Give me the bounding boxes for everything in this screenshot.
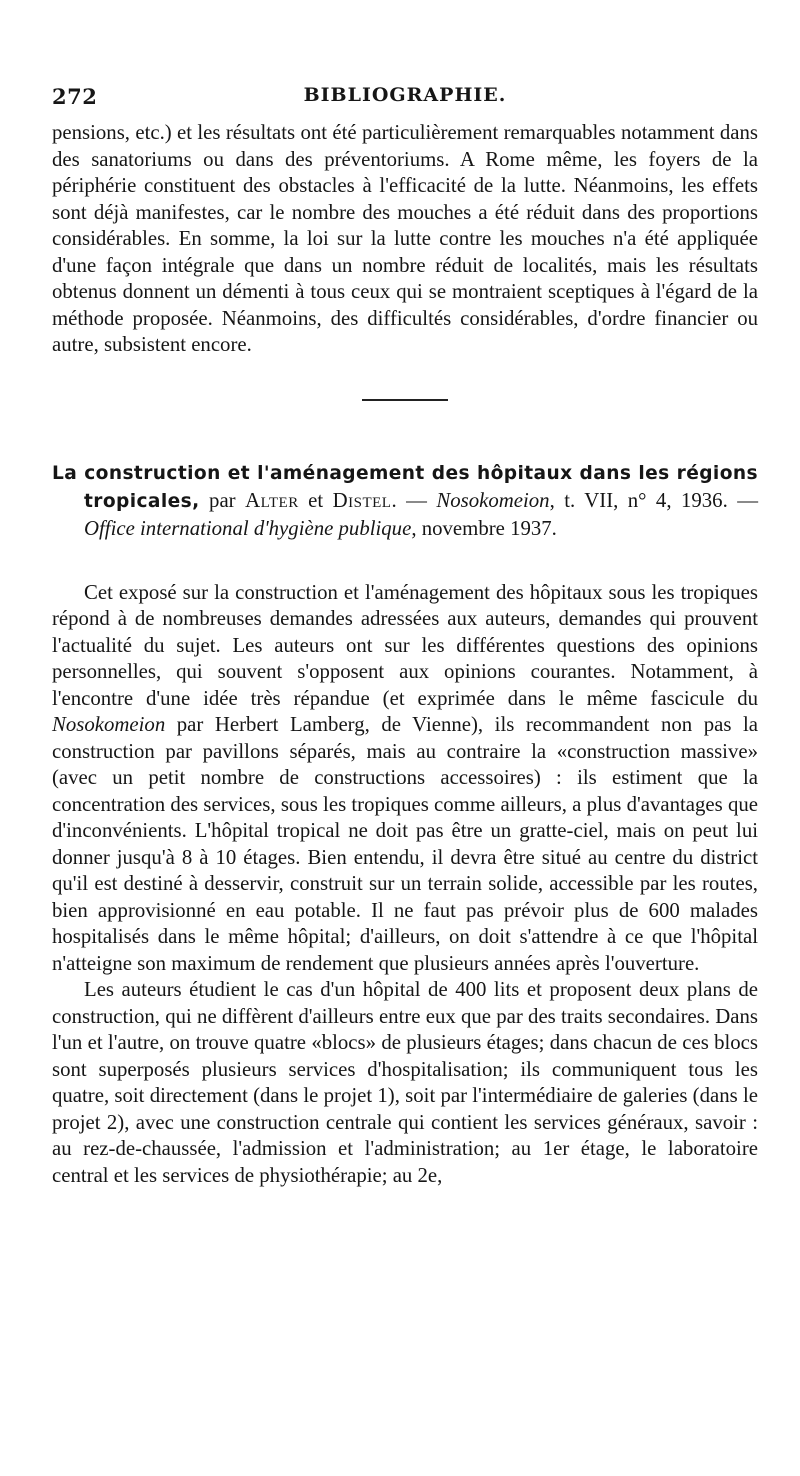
intro-paragraph: pensions, etc.) et les résultats ont été particulièrement remarquables notamment dans des sanatoriums ou dans des préventoriums. A Rome même, les foyers de la périphérie constituent des obstacles à l'efficacité de la lutte. Néanmoins, les effets sont déjà manifestes, car le nombre des mouches a été réduit dans des proportions considérables. En somme, la loi sur la lutte contre les mouches n'a été appliquée d'une façon intégrale que dans un nombre réduit de localités, mais les résultats obtenus donnent un démenti à tous ceux qui se montraient sceptiques à l'égard de la méthode proposée. Néanmoins, des difficultés considérables, d'ordre financier ou autre, subsistent encore. [52,121,758,356]
page-number: 272 [52,84,98,109]
page [52,0,758,1189]
entry-source: Office international d'hygiène publique [84,516,412,540]
entry-title: La construction et l'aménagement des hôpitaux dans les régions tropicales, [52,462,758,512]
body-paragraph-2: Les auteurs étudient le cas d'un hôpital de 400 lits et proposent deux plans de construction, qui ne diffèrent d'ailleurs entre eux que par des traits secondaires. Dans l'un et l'autre, on trouve quatre «blocs» de plusieurs étages; dans chacun de ces blocs sont superposés plusieurs services d'hospitalisation; ils communiquent tous les quatre, soit directement (dans le projet 1), soit par l'intermédiaire de galeries (dans le projet 2), avec une construction centrale qui contient les services généraux, savoir : au rez-de-chaussée, l'admission et l'administration; au 1er étage, le laboratoire central et les services de physiothérapie; au 2e, [52,978,758,1187]
entry-volume: , t. VII, n° 4, 1936. — [549,488,759,512]
entry-separator: . — [391,488,437,512]
body-paragraph-1-journal: Nosokomeion [52,713,166,736]
running-title: BIBLIOGRAPHIE. [303,84,507,106]
entry-by: par [199,488,246,512]
entry-author-2: Distel [332,488,392,512]
bibliography-entry [52,459,758,542]
entry-journal: Nosokomeion [436,488,550,512]
body-paragraph-1-start: Cet exposé sur la construction et l'aménagement des hôpitaux sous les tropiques répond à de nombreuses demandes adressées aux auteurs, demandes qui prouvent l'actualité du sujet. Les auteurs ont sur les différentes questions des opinions personnelles, qui souvent s'opposent aux opinions courantes. Notamment, à l'encontre d'une idée très répandue (et exprimée dans le même fascicule du [52,580,758,710]
entry-author-1: Alter [245,488,299,512]
body-paragraph-1-rest: par Herbert Lamberg, de Vienne), ils recommandent non pas la construction par pavillons séparés, mais au contraire la «construction massive» (avec un petit nombre de constructions accessoires) : ils estiment que la concentration des services, sous les tropiques comme ailleurs, a plus d'avantages que d'inconvénients. L'hôpital tropical ne doit pas être un gratte-ciel, mais on peut lui donner jusqu'à 8 à 10 étages. Bien entendu, il devra être situé au centre du district qu'il est destiné à desservir, construit sur un terrain solide, accessible par les routes, bien approvisionné en eau potable. Il ne faut pas prévoir plus de 600 malades hospitalisés dans le même hôpital; d'ailleurs, on doit s'attendre à ce que l'hôpital n'atteigne son maximum de rendement que plusieurs années après l'ouverture. [52,713,759,975]
entry-date: , novembre 1937. [411,516,557,540]
entry-and: et [298,488,333,512]
page-header [52,84,758,120]
section-divider [362,399,448,401]
body-paragraph-1 [52,580,758,978]
